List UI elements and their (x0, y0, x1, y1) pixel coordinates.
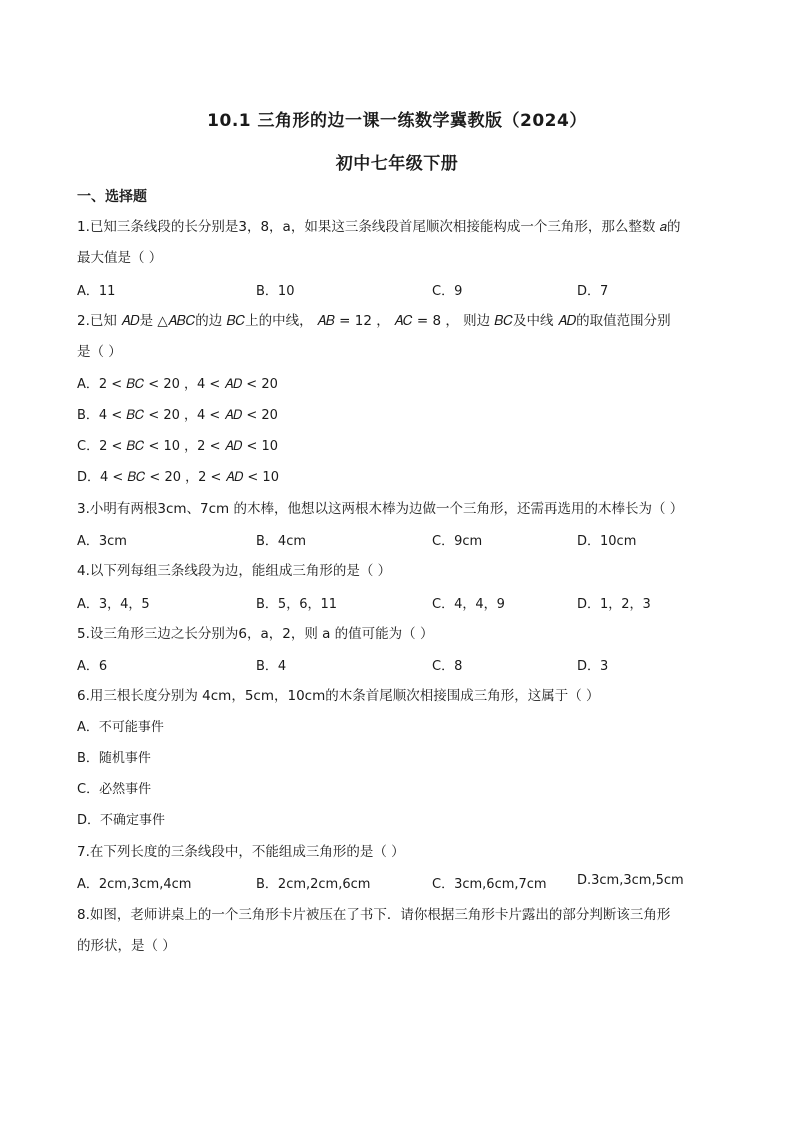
question-7-line-1: 7.在下列长度的三条线段中，不能组成三角形的是（ ） (77, 844, 405, 860)
question-3-option-c: C．9cm (432, 534, 483, 549)
question-2-line-2: 是（ ） (77, 344, 122, 360)
question-2-option-c: C．2 < 𝐵𝐶 < 10 ，2 < 𝐴𝐷 < 10 (77, 439, 279, 454)
question-3-option-b: B．4cm (256, 534, 307, 549)
question-2-option-a: A．2 < 𝐵𝐶 < 20 ，4 < 𝐴𝐷 < 20 (77, 377, 278, 392)
question-5-option-a: A．6 (77, 659, 108, 674)
question-7-option-a: A．2cm,3cm,4cm (77, 877, 192, 892)
question-5-option-b: B．4 (256, 659, 287, 674)
question-1-line-1: 1.已知三条线段的长分别是3，8，a，如果这三条线段首尾顺次相接能构成一个三角形，那么整数 𝑎的 (77, 219, 681, 235)
question-6-option-a: A．不可能事件 (77, 720, 164, 735)
question-6-option-b: B．随机事件 (77, 751, 151, 766)
question-4-line-1: 4.以下列每组三条线段为边，能组成三角形的是（ ） (77, 563, 392, 579)
question-4-option-c: C．4，4，9 (432, 597, 505, 612)
question-6-option-d: D．不确定事件 (77, 813, 166, 828)
question-2-option-b: B．4 < 𝐵𝐶 < 20 ，4 < 𝐴𝐷 < 20 (77, 408, 278, 423)
question-6-line-1: 6.用三根长度分别为 4cm，5cm，10cm的木条首尾顺次相接围成三角形，这属于（ ） (77, 688, 600, 704)
question-2-line-1: 2.已知 𝐴𝐷是 △𝐴𝐵𝐶的边 𝐵𝐶上的中线， 𝐴𝐵 = 12 ， 𝐴𝐶 = 8 ， 则边 𝐵𝐶及中线 𝐴𝐷的取值范围分别 (77, 313, 671, 329)
document-title: 10.1 三角形的边一课一练数学冀教版（2024） (207, 111, 587, 131)
question-2-option-d: D．4 < 𝐵𝐶 < 20 ，2 < 𝐴𝐷 < 10 (77, 470, 279, 485)
question-3-option-d: D．10cm (577, 534, 637, 549)
document-subtitle: 初中七年级下册 (335, 154, 459, 174)
question-4-option-a: A．3，4，5 (77, 597, 150, 612)
question-4-option-d: D．1，2，3 (577, 597, 651, 612)
question-1-option-c: C．9 (432, 284, 463, 299)
question-6-option-c: C．必然事件 (77, 782, 152, 797)
question-7-option-c: C．3cm,6cm,7cm (432, 877, 547, 892)
question-1-option-a: A．11 (77, 284, 116, 299)
question-4-option-b: B．5，6，11 (256, 597, 338, 612)
question-8-line-1: 8.如图，老师讲桌上的一个三角形卡片被压在了书下．请你根据三角形卡片露出的部分判断该三角形 (77, 907, 671, 923)
question-8-line-2: 的形状，是（ ） (77, 938, 176, 954)
question-5-option-c: C．8 (432, 659, 463, 674)
question-7-option-d: D.3cm,3cm,5cm (577, 873, 684, 888)
question-3-option-a: A．3cm (77, 534, 127, 549)
question-1-option-b: B．10 (256, 284, 295, 299)
question-5-option-d: D．3 (577, 659, 609, 674)
section-heading: 一、选择题 (77, 189, 147, 205)
question-7-option-b: B．2cm,2cm,6cm (256, 877, 371, 892)
question-5-line-1: 5.设三角形三边之长分别为6，a，2，则 a 的值可能为（ ） (77, 626, 434, 642)
question-1-option-d: D．7 (577, 284, 609, 299)
question-1-line-2: 最大值是（ ） (77, 250, 163, 266)
question-3-line-1: 3.小明有两根3cm、7cm 的木棒，他想以这两根木棒为边做一个三角形，还需再选用的木棒长为（ ） (77, 501, 684, 517)
